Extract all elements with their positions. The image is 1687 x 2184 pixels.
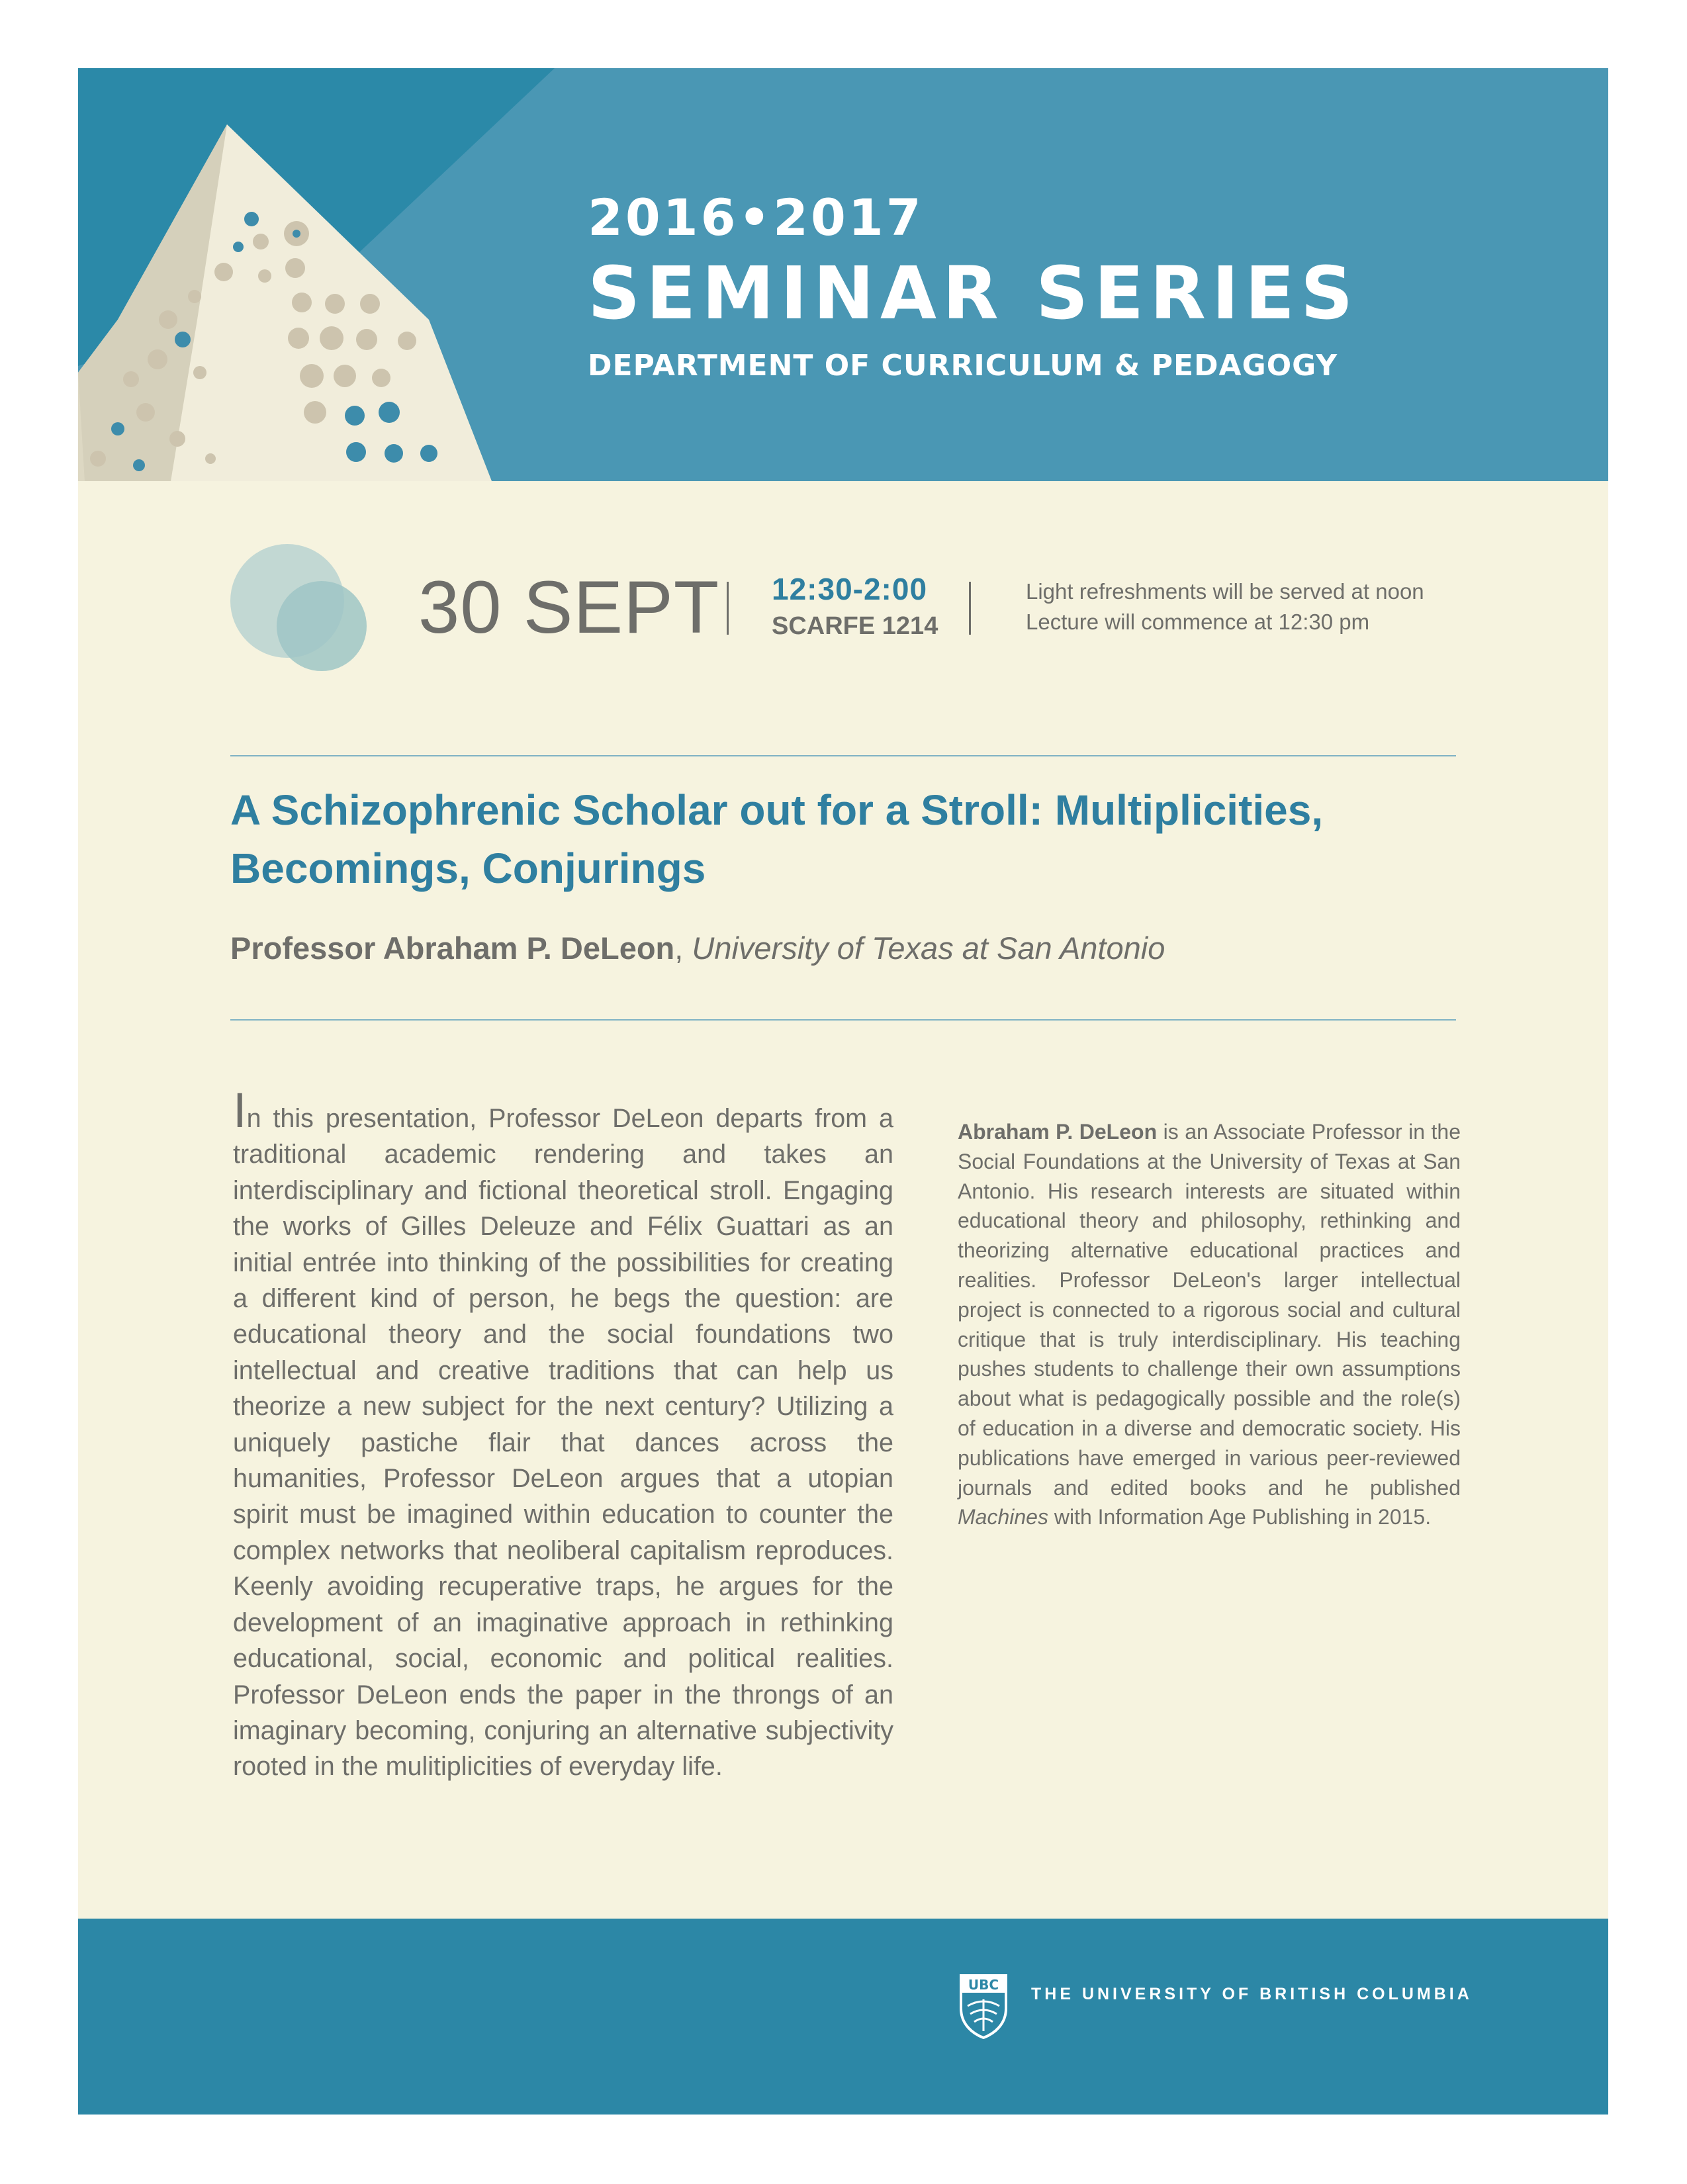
talk-title [230, 781, 1475, 897]
refreshments-note: Light refreshments will be served at noon [1026, 579, 1424, 604]
event-notes [1026, 576, 1424, 637]
abstract [233, 1083, 893, 1785]
speaker-separator: , [674, 931, 692, 966]
speaker-name: Professor Abraham P. DeLeon [230, 931, 675, 966]
event-room: SCARFE 1214 [772, 612, 938, 640]
speaker-affiliation: University of Texas at San Antonio [692, 931, 1165, 966]
series-years: 2016•2017 [588, 188, 924, 247]
lecture-note: Lecture will commence at 12:30 pm [1026, 610, 1370, 634]
separator-1 [727, 582, 729, 635]
separator-2 [969, 582, 971, 635]
abstract-dropcap: I [233, 1083, 247, 1138]
ubc-crest-icon [958, 1973, 1009, 2039]
department-name: DEPARTMENT OF CURRICULUM & PEDAGOGY [588, 349, 1338, 383]
bio-text-1: is an Associate Professor in the Social Foundations at the University of Texas at San Antonio. His research interests are situated within educational theory and philosophy, rethinking and theorizing alternative educational practices and realities. Professor DeLeon's larger intellectual project is connected to a rigorous social and cultural critique that is truly interdisciplinary. His teaching pushes students to challenge their own assumptions about what is pedagogically possible and the role(s) of education in a diverse and democratic society. His publications have emerged in various peer-reviewed journals and edited books and he published [958, 1120, 1461, 1500]
ubc-logo-text: UBC [968, 1977, 999, 1993]
speaker-bio [958, 1117, 1461, 1532]
bio-name: Abraham P. DeLeon [958, 1120, 1158, 1144]
series-title: SEMINAR SERIES [588, 251, 1359, 336]
divider-bottom [230, 1019, 1456, 1021]
overlapping-circles-icon [229, 543, 375, 675]
event-time: 12:30-2:00 [772, 572, 928, 606]
event-date: 30 SEPT [418, 566, 720, 649]
footer-banner [78, 1919, 1608, 2115]
talk-title-line-1: A Schizophrenic Scholar out for a Stroll: Multiplicities, [230, 786, 1324, 834]
poster [78, 68, 1608, 2115]
time-location [772, 571, 938, 643]
divider-top [230, 755, 1456, 756]
abstract-text: n this presentation, Professor DeLeon departs from a traditional academic rendering and takes an interdisciplinary and fictional theoretical stroll. Engaging the works of Gilles Deleuze and Félix Guattari as an initial entrée into thinking of the possibilities for creating a different kind of person, he begs the question: are educational theory and the social foundations two intellectual and creative traditions that can help us theorize a new subject for the next century? Utilizing a uniquely pastiche flair that dances across the humanities, Professor DeLeon argues that a utopian spirit must be imagined within education to counter the complex networks that neoliberal capitalism reproduces. Keenly avoiding recuperative traps, he argues for the development of an imaginative approach in rethinking educational, social, economic and political realities. Professor DeLeon ends the paper in the throngs of an imaginary becoming, conjuring an alternative subjectivity rooted in the mulitiplicities of everyday life. [233, 1104, 893, 1782]
university-name: THE UNIVERSITY OF BRITISH COLUMBIA [1031, 1985, 1473, 2003]
speaker-line [230, 929, 1165, 968]
building-illustration [78, 68, 581, 481]
bio-text-2: with Information Age Publishing in 2015. [1048, 1505, 1432, 1529]
bio-book-title: Machines [958, 1505, 1048, 1529]
talk-title-line-2: Becomings, Conjurings [230, 844, 706, 892]
header-banner [78, 68, 1608, 481]
header-text [588, 187, 1359, 385]
